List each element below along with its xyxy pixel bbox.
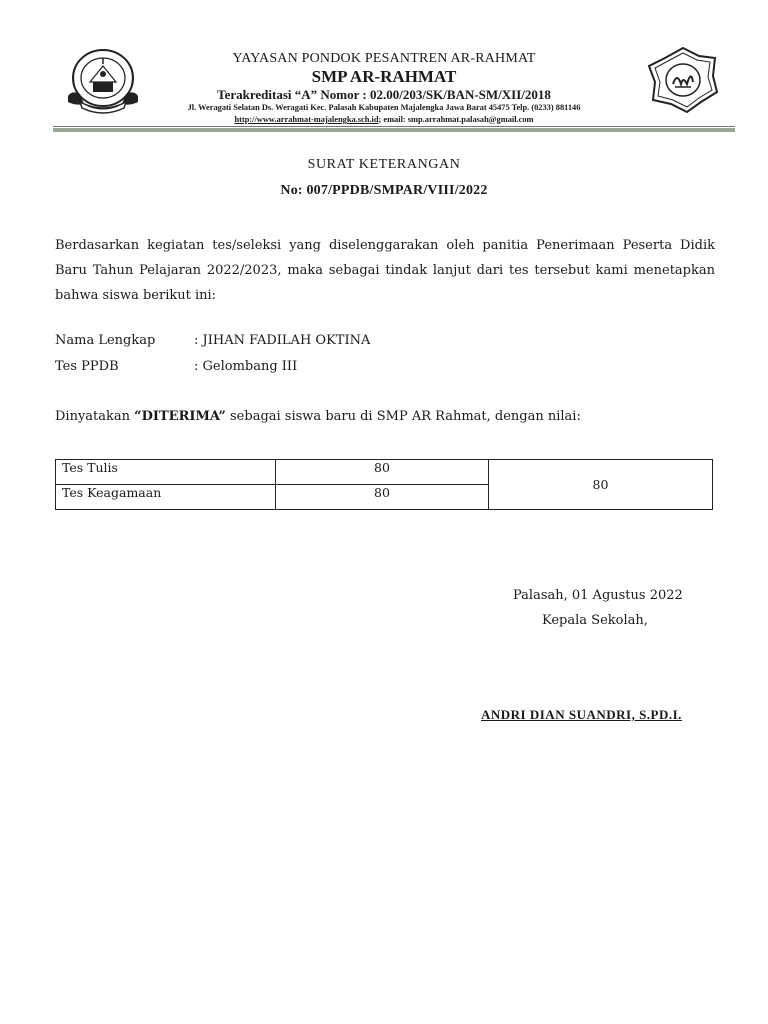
acceptance-status: “DITERIMA” bbox=[134, 409, 226, 424]
letter-number: No: 007/PPDB/SMPAR/VIII/2022 bbox=[280, 183, 488, 198]
school-name: SMP AR-RAHMAT bbox=[311, 67, 457, 86]
email-text: ; email: smp.arrahmat.palasah@gmail.com bbox=[378, 115, 534, 124]
foundation-name: YAYASAN PONDOK PESANTREN AR-RAHMAT bbox=[232, 51, 536, 66]
address-line: Jl. Weragati Selatan Ds. Weragati Kec. Palasah Kabupaten Majalengka Jawa Barat 45475 Telp. (0233) 881146 bbox=[187, 103, 581, 112]
intro-paragraph: Berdasarkan kegiatan tes/seleksi yang diselenggarakan oleh panitia Penerimaan Peserta Didik Baru Tahun Pelajaran 2022/2023, maka sebagai tindak lanjut dari tes tersebut kami menetapkan bahwa siswa berikut ini: bbox=[55, 238, 715, 303]
header-divider-thick bbox=[53, 128, 735, 132]
name-label: Nama Lengkap bbox=[55, 333, 156, 348]
test-value: : Gelombang III bbox=[194, 359, 298, 374]
signatory-position: Kepala Sekolah, bbox=[542, 613, 648, 628]
acceptance-statement bbox=[55, 409, 581, 424]
letter-title: SURAT KETERANGAN bbox=[307, 157, 461, 172]
score-label: Tes Tulis bbox=[56, 460, 276, 485]
contact-line bbox=[0, 115, 768, 124]
name-value: : JIHAN FADILAH OKTINA bbox=[194, 333, 371, 348]
score-label: Tes Keagamaan bbox=[56, 485, 276, 510]
accreditation-line: Terakreditasi “A” Nomor : 02.00/203/SK/BAN-SM/XII/2018 bbox=[217, 87, 551, 102]
final-score: 80 bbox=[489, 460, 713, 510]
test-label: Tes PPDB bbox=[55, 359, 119, 374]
score-value: 80 bbox=[276, 460, 489, 485]
signatory-name: ANDRI DIAN SUANDRI, S.PD.I. bbox=[481, 707, 682, 722]
statement-suffix: sebagai siswa baru di SMP AR Rahmat, dengan nilai: bbox=[225, 409, 581, 424]
website-link[interactable]: http://www.arrahmat-majalengka.sch.id bbox=[234, 115, 379, 124]
place-date: Palasah, 01 Agustus 2022 bbox=[513, 588, 683, 603]
table-row bbox=[56, 460, 713, 485]
statement-prefix: Dinyatakan bbox=[55, 409, 135, 424]
header-divider-thin bbox=[53, 126, 735, 127]
score-table bbox=[55, 459, 713, 510]
score-value: 80 bbox=[276, 485, 489, 510]
